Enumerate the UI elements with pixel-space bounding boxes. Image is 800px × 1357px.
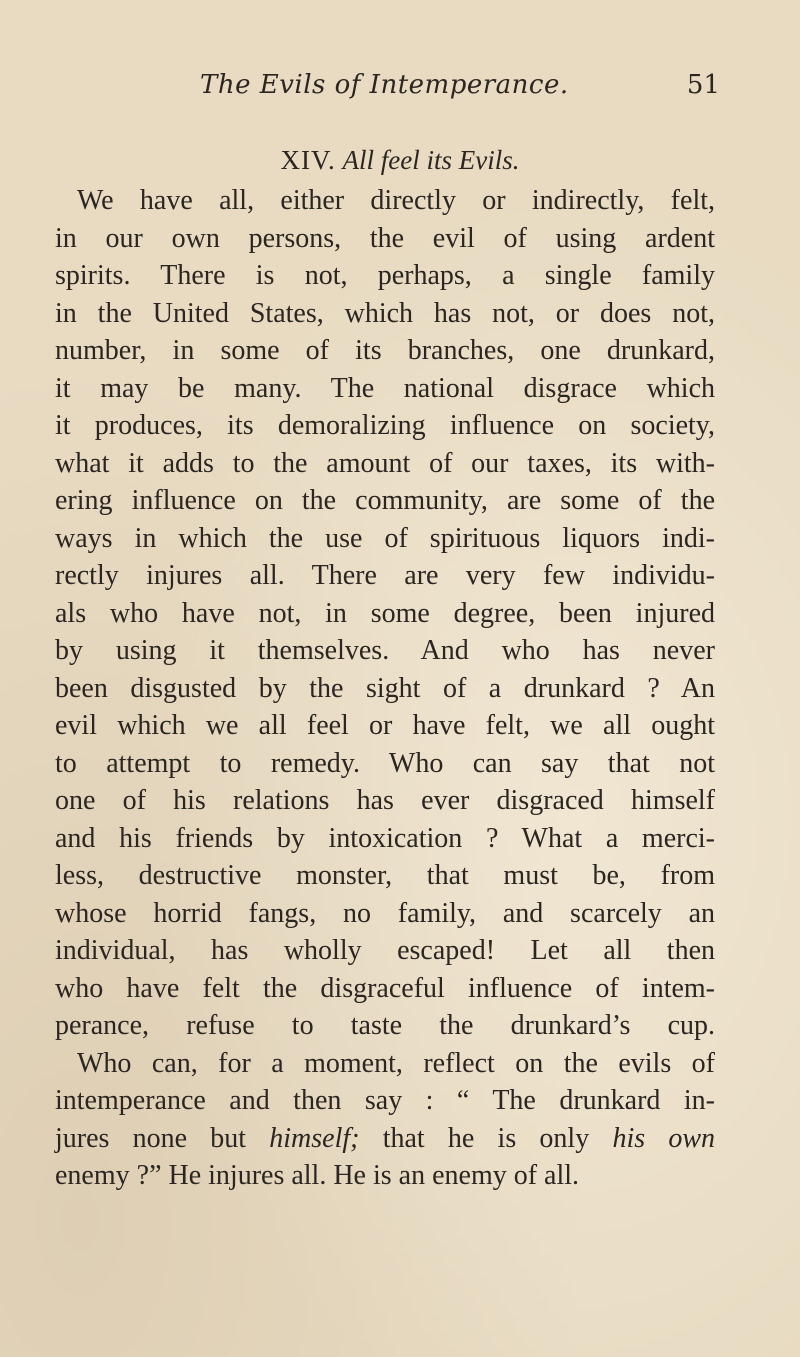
text-line: ering influence on the community, are some of the (55, 485, 715, 516)
italic-run: his own (612, 1122, 716, 1154)
body-text (55, 182, 715, 1195)
page-number: 51 (686, 70, 720, 100)
text-line: intemperance and then say : “ The drunkard in- (55, 1085, 715, 1116)
section-heading (0, 145, 800, 176)
text-line: in our own persons, the evil of using ardent (55, 222, 715, 254)
section-numeral: XIV. (280, 145, 336, 175)
text-line: spirits. There is not, perhaps, a single family (55, 260, 715, 291)
text-line: who have felt the disgraceful influence of intem- (55, 972, 715, 1004)
text-run: jures none but (55, 1122, 270, 1154)
text-line: We have all, either directly or indirectly, felt, (77, 185, 715, 216)
text-line: evil which we all feel or have felt, we all ought (55, 710, 715, 741)
text-line-mixed (55, 1120, 715, 1158)
text-line: by using it themselves. And who has never (55, 635, 715, 666)
text-line: less, destructive monster, that must be, from (55, 860, 715, 891)
text-line: what it adds to the amount of our taxes, its with- (55, 447, 715, 479)
text-line: and his friends by intoxication ? What a merci- (55, 822, 715, 854)
section-title: All feel its Evils. (342, 145, 520, 175)
text-line: Who can, for a moment, reflect on the evils of (77, 1047, 715, 1079)
text-line: been disgusted by the sight of a drunkard ? An (55, 672, 715, 704)
text-line: perance, refuse to taste the drunkard’s cup. (55, 1010, 715, 1041)
text-line: in the United States, which has not, or does not, (55, 297, 715, 329)
running-header (200, 70, 720, 110)
text-line: individual, has wholly escaped! Let all then (55, 935, 715, 966)
text-run: that he is only (359, 1122, 613, 1154)
text-line: it may be many. The national disgrace which (55, 372, 715, 404)
text-line: whose horrid fangs, no family, and scarcely an (55, 897, 715, 929)
text-line: rectly injures all. There are very few individu- (55, 560, 715, 591)
text-line: one of his relations has ever disgraced himself (55, 785, 715, 816)
text-line: enemy ?” He injures all. He is an enemy of all. (55, 1160, 580, 1191)
text-line: als who have not, in some degree, been injured (55, 597, 715, 629)
running-title: The Evils of Intemperance. (200, 70, 569, 100)
text-line: it produces, its demoralizing influence on society, (55, 410, 715, 441)
text-line: number, in some of its branches, one drunkard, (55, 335, 715, 366)
italic-run: himself; (269, 1122, 360, 1154)
text-line: ways in which the use of spirituous liquors indi- (55, 522, 715, 554)
text-line: to attempt to remedy. Who can say that not (55, 747, 715, 779)
